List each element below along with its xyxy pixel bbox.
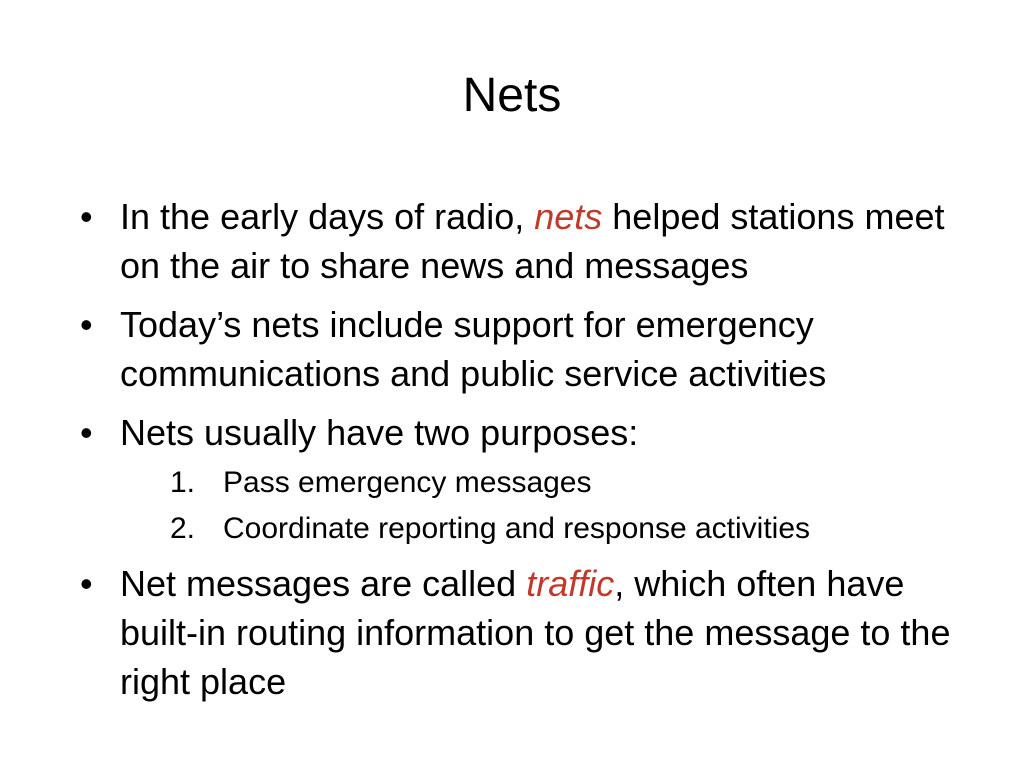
bullet-text: Today’s nets include support for emergency communications and public service activities [120, 304, 827, 394]
bullet-text-after: , which often have built-in routing information to get the message to the right place [120, 563, 951, 702]
bullet-text-before: Net messages are called [120, 563, 527, 604]
sublist-text: Pass emergency messages [223, 466, 592, 499]
sublist-number: 2. [170, 512, 196, 545]
bullet-icon: • [80, 196, 93, 237]
bullet-item-traffic [80, 559, 960, 706]
sublist-number: 1. [170, 466, 196, 499]
highlight-term-nets: nets [534, 196, 603, 237]
bullet-text-before: In the early days of radio, [120, 196, 535, 237]
sublist-item [120, 509, 960, 549]
sublist-item [120, 463, 960, 503]
highlight-term-traffic: traffic [526, 563, 615, 604]
bullet-icon: • [80, 412, 93, 453]
bullet-item-todays-nets [80, 300, 960, 398]
bullet-item-purposes [80, 408, 960, 549]
purpose-sublist [120, 463, 960, 549]
sublist-text: Coordinate reporting and response activities [223, 512, 811, 545]
bullet-text: Nets usually have two purposes: [120, 412, 639, 453]
bullet-text-after: helped stations meet on the air to share news and messages [120, 196, 945, 286]
bullet-icon: • [80, 563, 93, 604]
bullet-item-radio-history [80, 192, 960, 290]
slide-title: Nets [462, 69, 562, 122]
bullet-list [80, 192, 960, 716]
bullet-icon: • [80, 304, 93, 345]
